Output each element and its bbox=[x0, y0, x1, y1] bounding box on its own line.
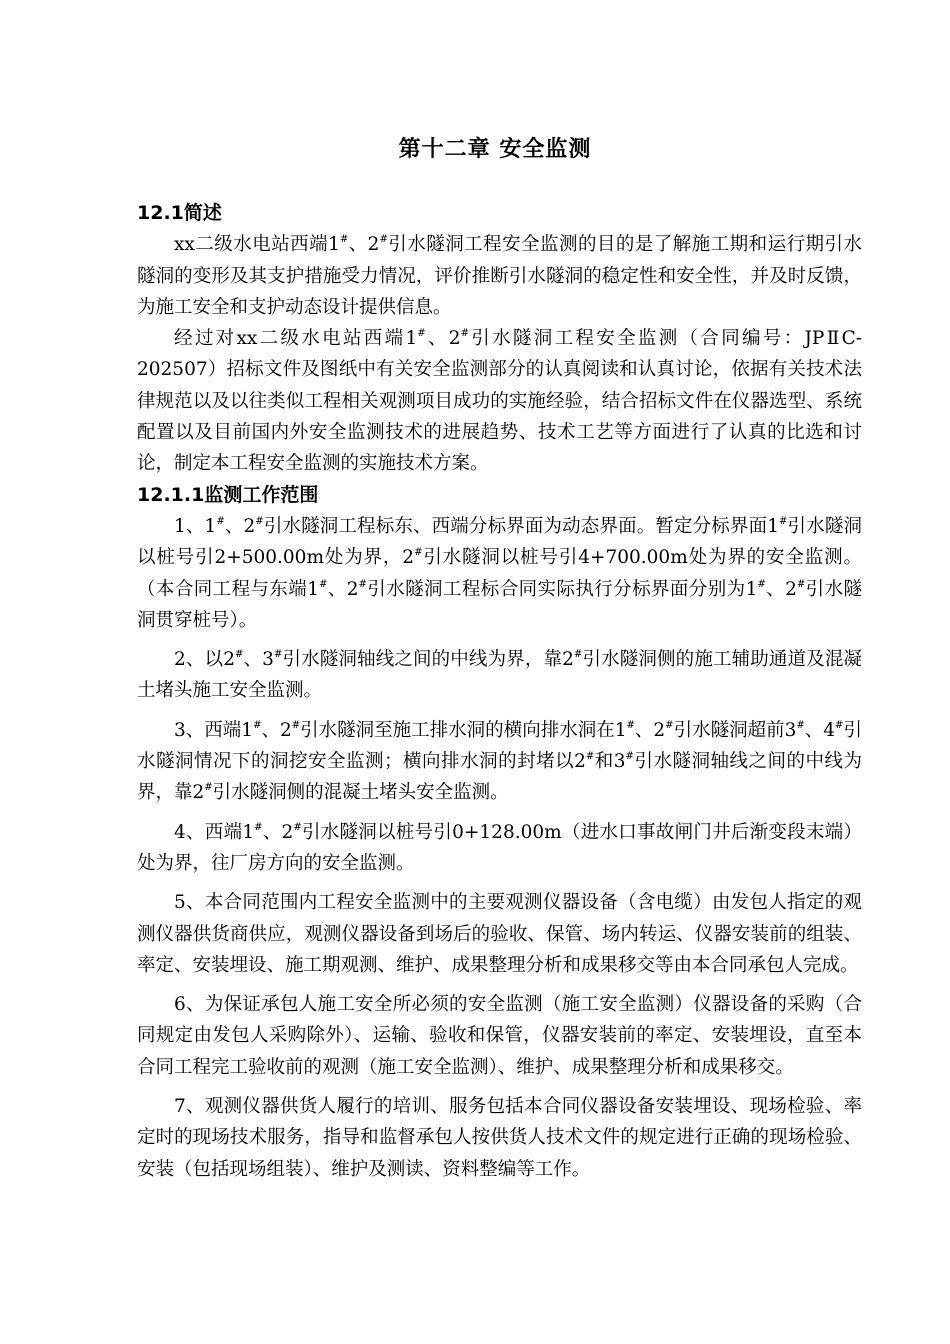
subsection-heading: 12.1.1监测工作范围 bbox=[137, 483, 319, 506]
paragraph: 经过对xx二级水电站西端1#、2#引水隧洞工程安全监测（合同编号：JPⅡC-202507）招标文件及图纸中有关安全监测部分的认真阅读和认真讨论，依据有关技术法律规范以及以往类似工程相关观测项目成功的实施经验，结合招标文件在仪器选型、系统配置以及目前国内外安全监测技术的进展趋势、技术工艺等方面进行了认真的比选和讨论，制定本工程安全监测的实施技术方案。 bbox=[137, 328, 862, 475]
scope-item: 6、为保证承包人施工安全所必须的安全监测（施工安全监测）仪器设备的采购（合同规定由发包人采购除外）、运输、验收和保管，仪器安装前的率定、安装埋设，直至本合同工程完工验收前的观测（施工安全监测）、维护、成果整理分析和成果移交。 bbox=[137, 994, 862, 1078]
scope-item: 4、西端1#、2#引水隧洞以桩号引0+128.00m（进水口事故闸门井后渐变段末端）处为界，往厂房方向的安全监测。 bbox=[137, 821, 862, 874]
scope-item: 5、本合同范围内工程安全监测中的主要观测仪器设备（含电缆）由发包人指定的观测仪器供货商供应，观测仪器设备到场后的验收、保管、场内转运、仪器安装前的组装、率定、安装埋设、施工期观测、维护、成果整理分析和成果移交等由本合同承包人完成。 bbox=[137, 892, 862, 976]
scope-item: 1、1#、2#引水隧洞工程标东、西端分标界面为动态界面。暂定分标界面1#引水隧洞以桩号引2+500.00m处为界，2#引水隧洞以桩号引4+700.00m处为界的安全监测。（本合同工程与东端1#、2#引水隧洞工程标合同实际执行分标界面分别为1#、2#引水隧洞贯穿桩号）。 bbox=[137, 515, 862, 631]
scope-item: 2、以2#、3#引水隧洞轴线之间的中线为界，靠2#引水隧洞侧的施工辅助通道及混凝土堵头施工安全监测。 bbox=[137, 649, 862, 702]
scope-item: 7、观测仪器供货人履行的培训、服务包括本合同仪器设备安装埋设、现场检验、率定时的现场技术服务，指导和监督承包人按供货人技术文件的规定进行正确的现场检验、安装（包括现场组装）、维护及测读、资料整编等工作。 bbox=[137, 1096, 862, 1180]
chapter-title: 第十二章 安全监测 bbox=[398, 137, 592, 162]
section-heading: 12.1简述 bbox=[137, 202, 222, 224]
paragraph: xx二级水电站西端1#、2#引水隧洞工程安全监测的目的是了解施工期和运行期引水隧洞的变形及其支护措施受力情况，评价推断引水隧洞的稳定性和安全性，并及时反馈，为施工安全和支护动态设计提供信息。 bbox=[137, 234, 862, 318]
scope-item: 3、西端1#、2#引水隧洞至施工排水洞的横向排水洞在1#、2#引水隧洞超前3#、4#引水隧洞情况下的洞挖安全监测；横向排水洞的封堵以2#和3#引水隧洞轴线之间的中线为界，靠2#引水隧洞侧的混凝土堵头安全监测。 bbox=[137, 719, 862, 804]
document-body bbox=[137, 198, 862, 1185]
